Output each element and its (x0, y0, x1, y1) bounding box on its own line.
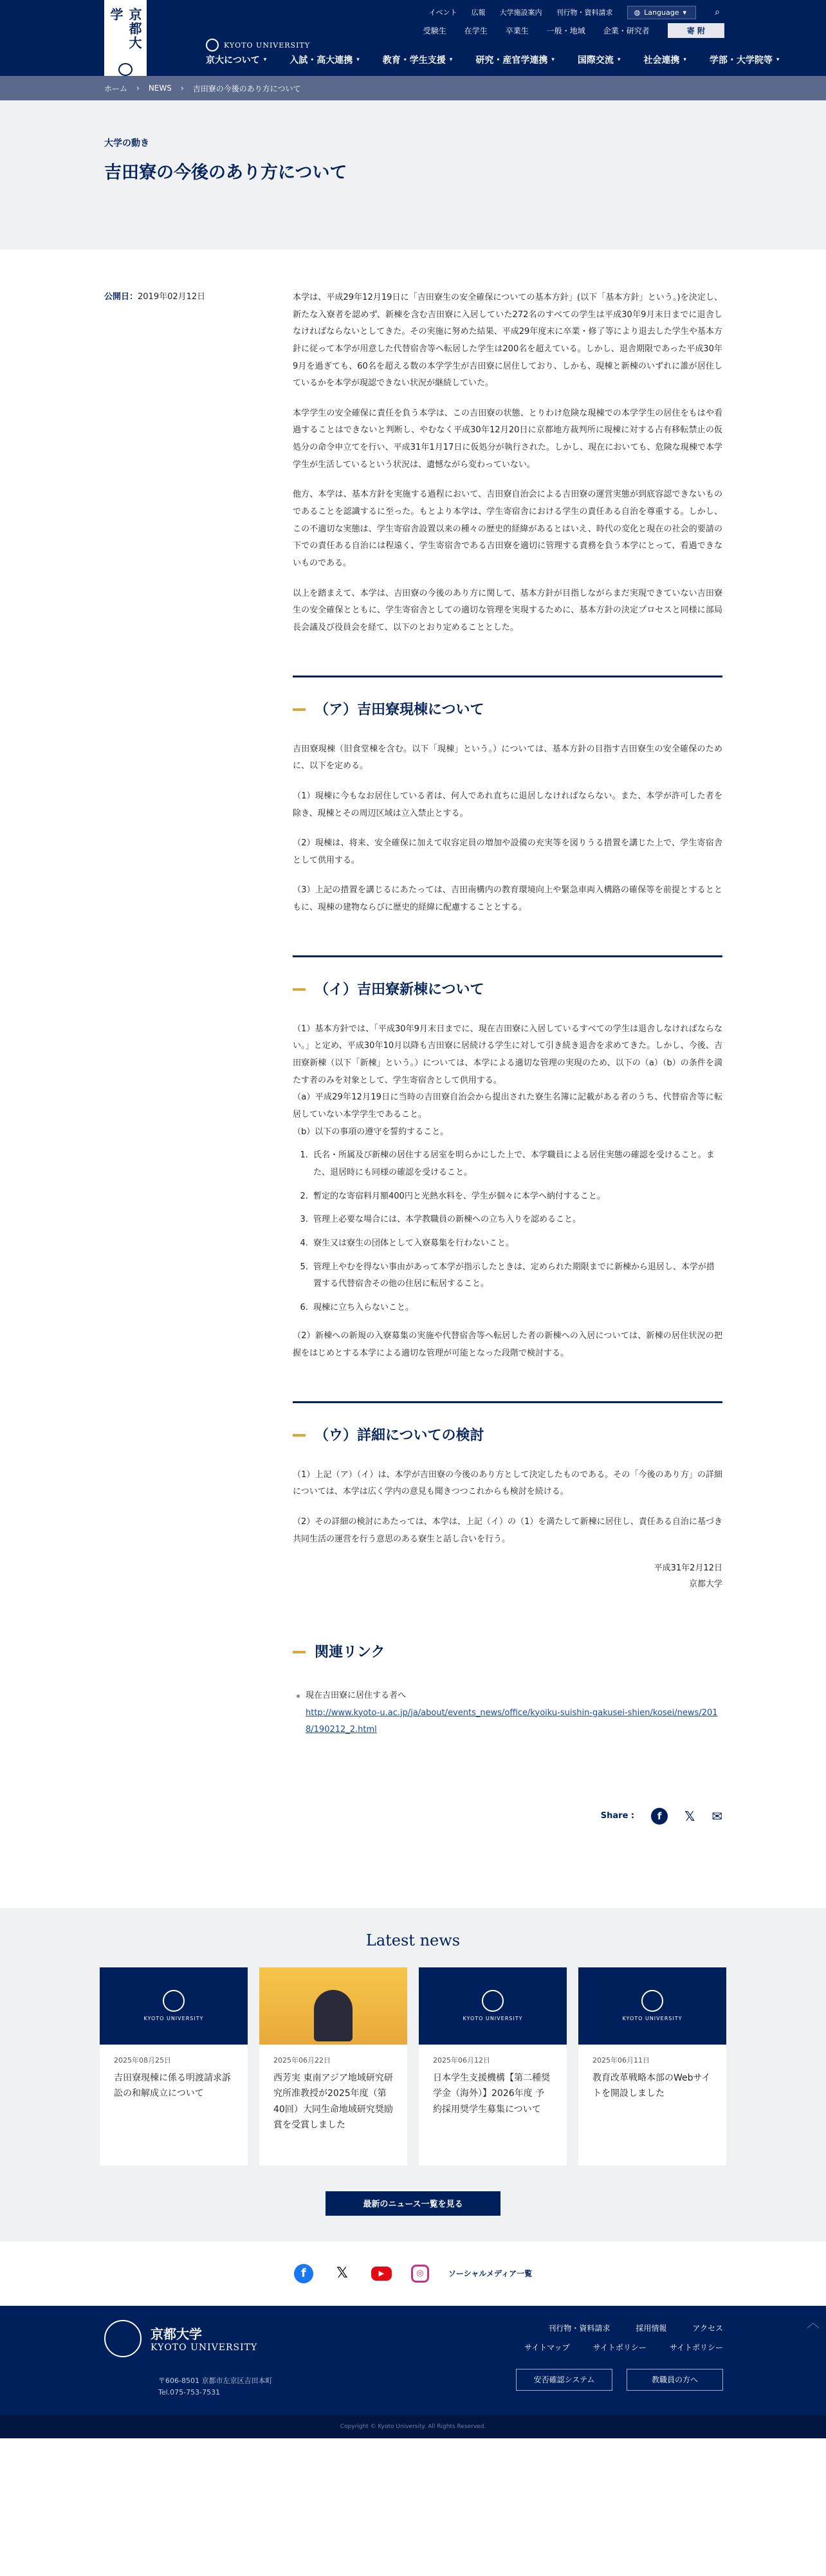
news-card[interactable] (578, 1967, 726, 2166)
top-link-publications[interactable]: 刊行物・資料請求 (556, 8, 613, 17)
utility-nav (429, 5, 724, 19)
share-label: Share : (600, 1810, 635, 1821)
copyright: Copyright © Kyoto University. All Rights Reserved. (0, 2415, 826, 2438)
related-link[interactable]: http://www.kyoto-u.ac.jp/ja/about/events_news/office/kyoiku-suishin-gakusei-shien/kosei/news/2018/190212_2.html (306, 1707, 718, 1735)
news-date: 2025年06月22日 (273, 2056, 331, 2065)
top-link-pr[interactable]: 広報 (471, 8, 486, 17)
footer-link[interactable]: サイトマップ (524, 2342, 570, 2352)
chevron-down-icon: ▾ (449, 57, 453, 63)
person-image (314, 1990, 353, 2041)
mail-icon[interactable]: ✉ (711, 1808, 722, 1824)
back-to-top-icon[interactable]: ︿ (807, 2314, 820, 2330)
chevron-down-icon: ▾ (617, 57, 621, 63)
intro-paragraph: 以上を踏まえて、本学は、吉田寮の今後のあり方に関して、基本方針が目指しながらまだ実現できていない吉田寮生の安全確保とともに、学生寄宿舎としての適切な管理を実現するために、基本方針の決定プロセスと同様に部局長会議及び役員会を経て、以下のとおり定めることとした。 (293, 588, 722, 632)
facebook-icon[interactable]: f (651, 1808, 668, 1825)
chevron-down-icon: ▾ (683, 8, 686, 17)
section-c (293, 1401, 722, 1593)
breadcrumb-home[interactable]: ホーム (104, 84, 128, 93)
chevron-right-icon: › (136, 84, 140, 93)
news-card[interactable] (100, 1967, 248, 2166)
list-item: 4. 寮生又は寮生の団体として入寮募集を行わないこと。 (311, 1235, 722, 1253)
section-heading: （ア）吉田寮現棟について (293, 695, 722, 724)
list-item: 6. 現棟に立ち入らないこと。 (311, 1300, 722, 1317)
footer-link[interactable]: サイトポリシー (592, 2342, 647, 2352)
news-title: 日本学生支援機構【第二種奨学金（海外）】2026年度 予約採用奨学生募集について (433, 2072, 550, 2115)
instagram-icon[interactable]: ◎ (411, 2265, 429, 2283)
section-a (293, 676, 722, 917)
site-header (0, 0, 826, 76)
main-nav-international[interactable]: 国際交流 ▾ (577, 55, 621, 66)
rules-list (311, 1147, 722, 1316)
page-category: 大学の動き (104, 138, 149, 149)
globe-icon: ◍ (634, 8, 641, 17)
logo-text: 京都大学 (108, 8, 142, 50)
emblem-icon (206, 39, 219, 51)
footer-link[interactable]: サイトポリシー (669, 2342, 723, 2352)
footer-link[interactable]: 採用情報 (636, 2323, 667, 2333)
section-b (293, 955, 722, 1363)
latest-news (0, 1908, 826, 2241)
section-paragraph: （a）平成29年12月19日に当時の吉田寮自治会から提出された寮生名簿に記載がある者のうち、代替宿舎等に転居していない本学学生であること。 (293, 1092, 722, 1120)
heading-accent (293, 988, 306, 991)
chevron-down-icon: ▾ (551, 57, 555, 63)
news-date: 2025年06月11日 (592, 2056, 650, 2065)
university-logo[interactable] (104, 0, 147, 76)
section-paragraph: （2）その詳細の検討にあたっては、本学は、上記（イ）の（1）を満たして新棟に居住し、責任ある自治に基づき共同生活の運営を行う意思のある寮生と話し合いを行う。 (293, 1517, 722, 1544)
footer-buttons (516, 2369, 723, 2391)
chevron-right-icon: › (180, 84, 184, 93)
main-nav-faculties[interactable]: 学部・大学院等 ▾ (709, 55, 780, 66)
section-paragraph: （3）上記の措置を講じるにあたっては、吉田南構内の教育環境向上や緊急車両入構路の確保等を前提とするとともに、現棟の建物ならびに歴史的経緯に配慮することとする。 (293, 885, 722, 913)
heading-accent (293, 708, 306, 711)
breadcrumb-news[interactable]: NEWS (148, 84, 172, 93)
donate-button[interactable]: 寄 附 (668, 23, 724, 38)
main-nav-about[interactable]: 京大について ▾ (206, 55, 267, 66)
footer-address: 〒606-8501 京都市左京区吉田本町 Tel.075-753-7531 (158, 2376, 273, 2397)
section-paragraph: （1）上記（ア）（イ）は、本学が吉田寮の今後のあり方として決定したものである。その「今後のあり方」の詳細については、本学は広く学内の意見も聞きつつこれからも検討を続ける。 (293, 1469, 722, 1497)
news-thumbnail: KYOTO UNIVERSITY (578, 1967, 726, 2045)
intro-paragraph: 他方、本学は、基本方針を実施する過程において、吉田寮自治会による吉田寮の運営実態が到底容認できないものであることを認識するに至った。もとより本学は、学生寄宿舎における学生の責任ある自治を尊重する。しかし、この不適切な実態は、学生寄宿舎設置以来の種々の歴史的経緯があるとはいえ、時代の変化と現在の社会的要請の下での責任ある自治には程遠く、学生寄宿舎である吉田寮を適切に管理する責務を負う本学にとって、看過できないものである。 (293, 490, 722, 568)
audience-link-students[interactable]: 在学生 (464, 26, 488, 35)
section-paragraph: （2）現棟は、将来、安全確保に加えて収容定員の増加や設備の充実等を図りうる措置を講じた上で、学生寄宿舎として供用する。 (293, 838, 722, 865)
main-nav-research[interactable]: 研究・産官学連携 ▾ (475, 55, 555, 66)
audience-nav (423, 23, 724, 38)
news-cards (0, 1967, 826, 2166)
article (0, 250, 826, 1830)
news-title: 教育改革戦略本部のWebサイトを開設しました (592, 2072, 711, 2099)
news-thumbnail: KYOTO UNIVERSITY (100, 1967, 248, 2045)
related-heading: 関連リンク (293, 1638, 722, 1667)
brand-en: KYOTO UNIVERSITY (206, 39, 310, 51)
emblem-icon (641, 1990, 663, 2012)
news-title: 吉田寮現棟に係る明渡請求訴訟の和解成立について (114, 2072, 231, 2099)
audience-link-applicants[interactable]: 受験生 (423, 26, 446, 35)
heading-accent (293, 1651, 306, 1653)
news-thumbnail: KYOTO UNIVERSITY (419, 1967, 567, 2045)
footer-links (524, 2342, 723, 2353)
search-button[interactable] (710, 5, 724, 19)
title-band (0, 100, 826, 250)
section-paragraph: （2）新棟への新規の入寮募集の実施や代替宿舎等へ転居した者の新棟への入居については、新棟の居住状況の把握をはじめとする本学による適切な管理が可能となった段階で検討する。 (293, 1331, 722, 1359)
list-item: 3. 管理上必要な場合には、本学教職員の新棟への立ち入りを認めること。 (311, 1211, 722, 1229)
news-card[interactable] (419, 1967, 567, 2166)
breadcrumb-current: 吉田寮の今後のあり方について (192, 84, 301, 93)
news-card[interactable] (259, 1967, 407, 2166)
share-bar (293, 1803, 722, 1830)
safety-system-button[interactable]: 安否確認システム (516, 2369, 612, 2391)
intro-paragraph: 本学は、平成29年12月19日に「吉田寮生の安全確保についての基本方針」(以下「基本方針」という。)を決定し、新たな入寮者を認めず、新棟を含む吉田寮に入居していた272名のすべての学生は平成30年9月末日までに退舎しなければならないとしてきた。その実施に努めた結果、平成29年度末に卒業・修了等により退去した学生や基本方針に従って本学が用意した代替宿舎等へ転居した学生は200名を超えている。しかし、退舎期限であった平成30年9月を過ぎても、60名を超える数の本学学生が吉田寮に居住しており、しかも、現棟と新棟のいずれに誰が居住しているかを本学が現認できない状況が継続していた。 (293, 293, 722, 389)
page-title: 吉田寮の今後のあり方について (104, 163, 347, 183)
news-title: 西芳実 東南アジア地域研究研究所准教授が2025年度（第40回）大同生命地域研究奨励賞を受賞しました (273, 2072, 393, 2131)
top-link-events[interactable]: イベント (428, 8, 457, 17)
search-icon: ⌕ (715, 7, 720, 17)
emblem-icon (482, 1990, 504, 2012)
social-media-list-link[interactable]: ソーシャルメディア一覧 (448, 2269, 533, 2279)
staff-button[interactable]: 教職員の方へ (627, 2369, 723, 2391)
news-date: 2025年08月25日 (114, 2056, 171, 2065)
audience-link-alumni[interactable]: 卒業生 (505, 26, 529, 35)
list-item: 5. 管理上やむを得ない事由があって本学が指示したときは、定められた期限までに新棟から退居し、本学が措置する代替宿舎その他の住居に転居すること。 (311, 1259, 722, 1293)
seal-icon (118, 63, 133, 76)
list-item: 1. 氏名・所属及び新棟の居住する居室を明らかにした上で、本学職員による居住実態の確認を受けること。また、退居時にも同様の確認を受けること。 (311, 1147, 722, 1181)
footer-link[interactable]: アクセス (692, 2323, 723, 2333)
main-nav-community[interactable]: 社会連携 ▾ (643, 55, 686, 66)
emblem-icon (104, 2320, 142, 2357)
main-nav-education[interactable]: 教育・学生支援 ▾ (382, 55, 453, 66)
main-nav-admissions[interactable]: 入試・高大連携 ▾ (289, 55, 360, 66)
chevron-down-icon: ▾ (776, 57, 780, 63)
related-links (293, 1638, 722, 1739)
footer-logo[interactable]: 京都大学 KYOTO UNIVERSITY (104, 2320, 257, 2357)
social-links (0, 2241, 826, 2306)
news-date: 2025年06月12日 (433, 2056, 490, 2065)
x-icon[interactable]: 𝕏 (336, 2265, 348, 2282)
audience-link-business[interactable]: 企業・研究者 (603, 26, 650, 35)
chevron-down-icon: ▾ (356, 57, 360, 63)
audience-link-public[interactable]: 一般・地域 (546, 26, 585, 35)
section-paragraph: （1）基本方針では、「平成30年9月末日までに、現在吉田寮に入居しているすべての学生は退舎しなければならない。」と定め、平成30年10月以降も吉田寮に居続ける学生に対して引き続き退舎を求めてきた。しかし、今後、吉田寮新棟（以下「新棟」という。）については、本学による適切な管理の実現のため、以下の（a）（b）の条件を満たす者のみを対象として、学生寄宿舎として供用する。 (293, 1024, 722, 1085)
facebook-icon[interactable]: f (294, 2264, 313, 2283)
section-paragraph: 吉田寮現棟（旧食堂棟を含む。以下「現棟」という。）については、基本方針の目指す吉田寮生の安全確保のために、以下を定める。 (293, 744, 722, 771)
news-photo (259, 1967, 407, 2045)
article-body (293, 290, 722, 1830)
top-link-facilities[interactable]: 大学施設案内 (499, 8, 542, 17)
publish-date: 公開日：2019年02月12日 (104, 292, 206, 302)
intro-paragraph: 本学学生の安全確保に責任を負う本学は、この吉田寮の状態、とりわけ危険な現棟での本学学生の居住をもはや看過することはできないと判断し、やむなく平成30年12月20日に京都地方裁判所に現棟に対する占有移転禁止の仮処分の命令申立てを行い、平成31年1月17日に仮処分が執行された。しかし、現在においても、危険な現棟で本学学生が生活しているという状況は、遺憾ながら変わっていない。 (293, 408, 722, 470)
x-icon[interactable]: 𝕏 (684, 1808, 695, 1824)
youtube-icon[interactable]: ▶ (371, 2267, 392, 2281)
latest-heading: Latest news (365, 1931, 461, 1949)
more-news-button[interactable]: 最新のニュース一覧を見る (326, 2191, 500, 2216)
chevron-down-icon: ▾ (683, 57, 686, 63)
language-selector[interactable]: ◍ Language ▾ (627, 6, 696, 19)
footer-link[interactable]: 刊行物・資料請求 (548, 2323, 610, 2333)
chevron-down-icon: ▾ (263, 57, 267, 63)
main-nav (206, 53, 779, 66)
section-heading: （イ）吉田寮新棟について (293, 975, 722, 1004)
emblem-icon (163, 1990, 185, 2012)
section-paragraph: （1）現棟に今もなお居住している者は、何人であれ直ちに退居しなければならない。また、本学が許可した者を除き、現棟とその周辺区域は立入禁止とする。 (293, 791, 722, 818)
heading-accent (293, 1434, 306, 1437)
section-paragraph: （b）以下の事項の遵守を誓約すること。 (293, 1127, 449, 1137)
list-item: 現在吉田寮に居住する者へ http://www.kyoto-u.ac.jp/ja/about/events_news/office/kyoiku-suishin-gakusei-shien/kosei/news/2018/190212_2.html (293, 1688, 722, 1739)
signature: 平成31年2月12日 京都大学 (654, 1563, 722, 1590)
section-heading: （ウ）詳細についての検討 (293, 1421, 722, 1450)
list-item: 2. 暫定的な寄宿料月額400円と光熱水料を、学生が個々に本学へ納付すること。 (311, 1188, 722, 1206)
breadcrumb (0, 76, 826, 100)
footer-links (548, 2323, 723, 2333)
site-footer (0, 2306, 826, 2415)
